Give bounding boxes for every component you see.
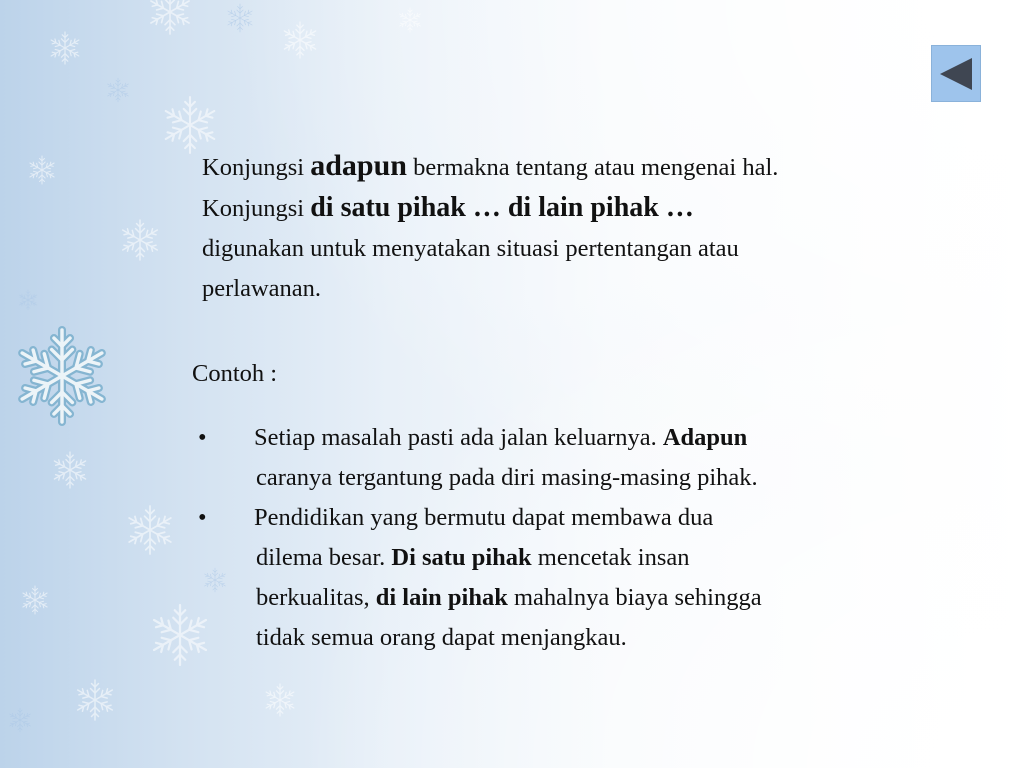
snowflake-decor	[17, 330, 107, 422]
list-item: • Setiap masalah pasti ada jalan keluarnya. Adapun caranya tergantung pada diri masing-masing pihak.	[196, 418, 996, 498]
intro-line-3: digunakan untuk menyatakan situasi pertentangan atau	[202, 235, 739, 262]
examples-list	[196, 418, 996, 658]
intro-line-adapun: Konjungsi adapun bermakna tentang atau mengenai hal.	[202, 149, 779, 182]
bullet: •	[198, 424, 207, 451]
keyword-adapun: adapun	[310, 149, 407, 182]
back-arrow-icon	[936, 54, 976, 94]
intro-paragraph	[202, 146, 1012, 309]
intro-line-4: perlawanan.	[202, 275, 322, 302]
previous-slide-button[interactable]	[931, 45, 981, 102]
intro-line-di-satu-pihak: Konjungsi di satu pihak … di lain pihak …	[202, 192, 694, 223]
contoh-label: Contoh :	[192, 360, 278, 387]
list-item: • Pendidikan yang bermutu dapat membawa dua dilema besar. Di satu pihak mencetak insan berkualitas, di lain pihak mahalnya biaya sehingga tidak semua orang dapat menjangkau.	[196, 498, 996, 658]
bullet: •	[198, 504, 207, 531]
keyword-di-satu-pihak: di satu pihak … di lain pihak …	[310, 192, 694, 223]
